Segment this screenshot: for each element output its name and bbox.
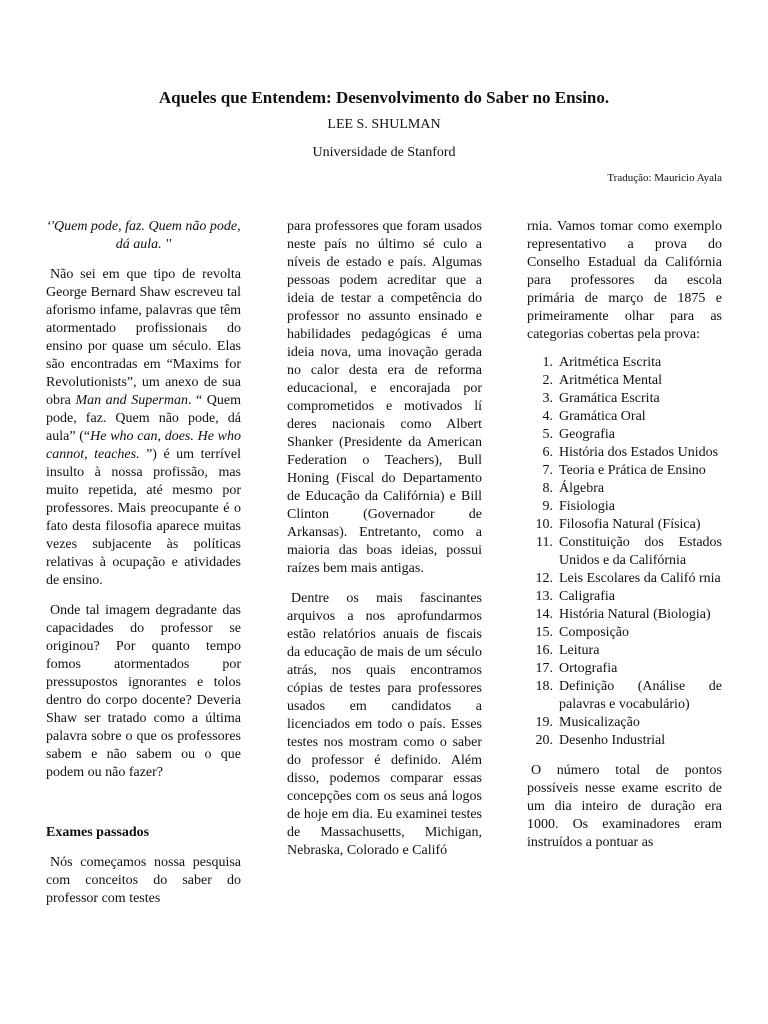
exam-category-item bbox=[527, 426, 722, 444]
list-number: 8. bbox=[542, 481, 553, 496]
list-number: 19. bbox=[535, 715, 553, 730]
list-text: Caligrafia bbox=[559, 589, 615, 604]
exam-category-item bbox=[527, 534, 722, 570]
list-number: 12. bbox=[535, 571, 553, 586]
list-number: 20. bbox=[535, 733, 553, 748]
list-text: Aritmética Escrita bbox=[559, 355, 662, 370]
exam-category-item bbox=[527, 642, 722, 660]
exam-category-item bbox=[527, 480, 722, 498]
list-number: 15. bbox=[535, 625, 553, 640]
list-text: Gramática Oral bbox=[559, 409, 646, 424]
exam-category-item bbox=[527, 462, 722, 480]
list-text: Álgebra bbox=[559, 481, 605, 496]
exam-category-item bbox=[527, 732, 722, 750]
list-number: 16. bbox=[535, 643, 553, 658]
list-number: 2. bbox=[542, 373, 553, 388]
column-right bbox=[527, 218, 722, 852]
list-text: Aritmética Mental bbox=[559, 373, 663, 388]
list-text: Composição bbox=[559, 625, 629, 640]
list-text: Leis Escolares da Califó rnia bbox=[559, 571, 721, 586]
exam-category-item bbox=[527, 408, 722, 426]
work-title: Man and Superman bbox=[75, 393, 188, 408]
list-number: 13. bbox=[535, 589, 553, 604]
exam-category-item bbox=[527, 660, 722, 678]
paragraph-question: Onde tal imagem degradante das capacidades do professor se originou? Por quanto tempo fomos atormentados por pressupostos ignorantes e tolos dentro do corpo docente? Deveria Shaw ser tratado como a última palavra sobre o que os professores sabem e não sabem ou o que podem ou não fazer? bbox=[46, 603, 241, 780]
list-text: Musicalização bbox=[559, 715, 640, 730]
section-heading: Exames passados bbox=[46, 825, 150, 840]
exam-category-item bbox=[527, 444, 722, 462]
column-left bbox=[46, 218, 241, 908]
paragraph-research: Nós começamos nossa pesquisa com conceitos do saber do professor com testes bbox=[46, 855, 241, 906]
paragraph-intro bbox=[46, 266, 241, 590]
list-number: 11. bbox=[536, 535, 553, 550]
paragraph-total-points: O número total de pontos possíveis nesse exame escrito de um dia inteiro de duração era 1000. Os examinadores eram instruídos a pontuar as bbox=[527, 763, 722, 850]
list-text: Geografia bbox=[559, 427, 615, 442]
list-text: Desenho Industrial bbox=[559, 733, 666, 748]
list-number: 3. bbox=[542, 391, 553, 406]
exam-category-list bbox=[527, 354, 722, 750]
exam-category-item bbox=[527, 606, 722, 624]
exam-category-item bbox=[527, 372, 722, 390]
list-number: 4. bbox=[542, 409, 553, 424]
english-quote: He who can, does. He who cannot, teaches. bbox=[46, 429, 241, 462]
author-affiliation: Universidade de Stanford bbox=[312, 145, 456, 160]
list-number: 1. bbox=[542, 355, 553, 370]
paragraph-intro-part-a: Não sei em que tipo de revolta George Bernard Shaw escreveu tal aforismo infame, palavras que têm atormentado profissionais do ensino por quase um século. Elas são encontradas em “Maxims for Revolutionists”, um anexo de sua obra bbox=[46, 267, 241, 408]
exam-category-item bbox=[527, 498, 722, 516]
list-number: 9. bbox=[542, 499, 553, 514]
paragraph-intro-part-c: ”) é um terrível insulto à nossa profissão, mas muito repetida, até mesmo por professores. Mais preocupante é o fato desta filosofia aparece muitas vezes subjacente às políticas relativas à ocupação e atividades de ensino. bbox=[46, 447, 241, 588]
list-number: 10. bbox=[535, 517, 553, 532]
exam-category-item bbox=[527, 570, 722, 588]
exam-category-item bbox=[527, 678, 722, 714]
translation-credit: Tradução: Mauricio Ayala bbox=[607, 172, 722, 184]
exam-category-item bbox=[527, 516, 722, 534]
paragraph-california-exam: rnia. Vamos tomar como exemplo representativo a prova do Conselho Estadual da Califórnia para professores da escola primária de março de 1875 e primeiramente olhar para as categorias cobertas pela prova: bbox=[527, 219, 722, 342]
exam-category-item bbox=[527, 624, 722, 642]
paragraph-archives: Dentre os mais fascinantes arquivos a nos aprofundarmos estão relatórios anuais de fiscais da educação de mais de um século atrás, nos quais encontramos cópias de testes para professores usados em candidatos a licenciados em todo o país. Esses testes nos mostram como o saber do professor é definido. Além disso, podemos comparar essas concepções com os seus aná logos de hoje em dia. Eu examinei testes de Massachusetts, Michigan, Nebraska, Colorado e Califó bbox=[287, 591, 482, 858]
exam-category-item bbox=[527, 588, 722, 606]
list-text: Ortografia bbox=[559, 661, 618, 676]
column-middle bbox=[287, 218, 482, 860]
list-text: História Natural (Biologia) bbox=[559, 607, 711, 622]
list-text: Leitura bbox=[559, 643, 600, 658]
list-number: 5. bbox=[542, 427, 553, 442]
epigraph: ‘'Quem pode, faz. Quem não pode, dá aula. '' bbox=[46, 219, 241, 252]
list-text: Teoria e Prática de Ensino bbox=[559, 463, 706, 478]
paragraph-intro-part-b: . “ Quem pode, faz. Quem não pode, dá aula” (“ bbox=[46, 393, 241, 444]
paragraph-tests-history: para professores que foram usados neste país no último sé culo a níveis de estado e país. Algumas pessoas podem acreditar que a ideia de testar a competência do professor no assunto ensinado e habilidades pedagógicas é uma ideia nova, uma inovação gerada no calor desta era de reforma educacional, e encorajada por comprometidos e motivados lí deres nacionais como Albert Shanker (Presidente da American Federation o Teachers), Bull Honing (Fiscal do Departamento de Educação da Califórnia) e Bill Clinton (Governador de Arkansas). Entretanto, como a maioria das boas ideias, possui raízes bem mais antigas. bbox=[287, 219, 482, 576]
list-text: Definição (Análise de palavras e vocabulário) bbox=[559, 679, 722, 712]
list-text: Fisiologia bbox=[559, 499, 616, 514]
author-name: LEE S. SHULMAN bbox=[327, 117, 441, 132]
list-number: 18. bbox=[535, 679, 553, 694]
paper-title: Aqueles que Entendem: Desenvolvimento do Saber no Ensino. bbox=[158, 88, 610, 107]
list-text: Constituição dos Estados Unidos e da Califórnia bbox=[559, 535, 722, 568]
list-text: História dos Estados Unidos bbox=[559, 445, 719, 460]
exam-category-item bbox=[527, 354, 722, 372]
list-number: 14. bbox=[535, 607, 553, 622]
list-number: 6. bbox=[542, 445, 553, 460]
list-number: 17. bbox=[535, 661, 553, 676]
exam-category-item bbox=[527, 390, 722, 408]
list-number: 7. bbox=[542, 463, 553, 478]
list-text: Filosofia Natural (Física) bbox=[559, 517, 701, 532]
exam-category-item bbox=[527, 714, 722, 732]
list-text: Gramática Escrita bbox=[559, 391, 660, 406]
